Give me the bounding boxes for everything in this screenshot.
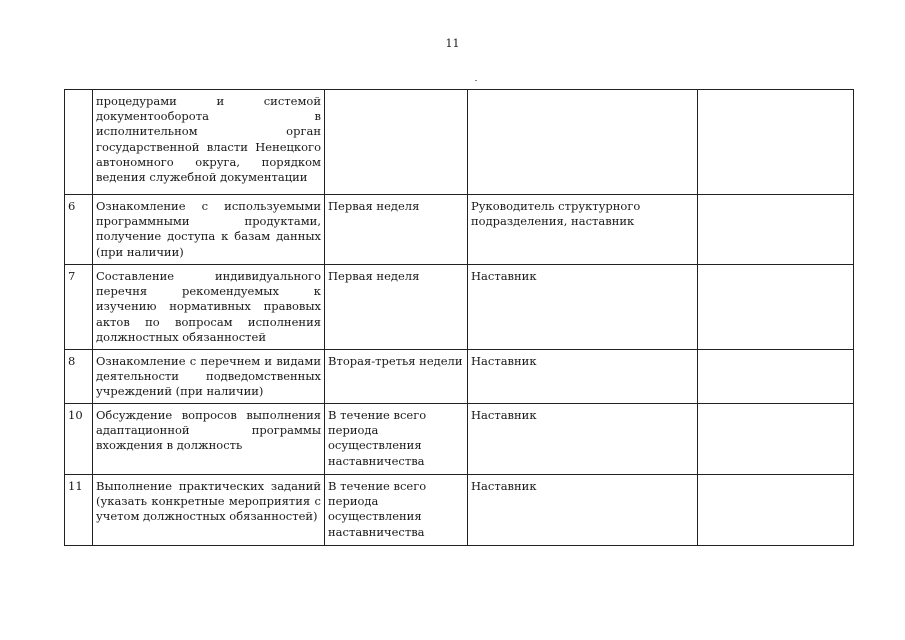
activity-responsible: Наставник xyxy=(468,404,698,475)
page-number: 11 xyxy=(445,37,460,50)
table-row xyxy=(65,404,854,475)
activity-responsible: Руководитель структурного подразделения, наставник xyxy=(468,195,698,265)
activity-description: Составление индивидуального перечня рекомендуемых к изучению нормативных правовых актов по вопросам исполнения должностных обязанностей xyxy=(93,265,325,350)
activity-description: процедурами и системой документооборота в исполнительном орган государственной власти Ненецкого автономного округа, порядком ведения служебной документации xyxy=(93,90,325,195)
activity-period: В течение всего периода осуществления наставничества xyxy=(325,404,468,475)
table-row xyxy=(65,265,854,350)
activity-responsible: Наставник xyxy=(468,475,698,546)
row-number: 10 xyxy=(65,404,93,475)
table-row xyxy=(65,350,854,404)
activity-period: Первая неделя xyxy=(325,195,468,265)
activity-responsible: Наставник xyxy=(468,350,698,404)
activity-responsible xyxy=(468,90,698,195)
activity-responsible: Наставник xyxy=(468,265,698,350)
activity-period xyxy=(325,90,468,195)
adaptation-plan-table xyxy=(64,89,854,546)
activity-description: Обсуждение вопросов выполнения адаптационной программы вхождения в должность xyxy=(93,404,325,475)
activity-period: Первая неделя xyxy=(325,265,468,350)
row-number xyxy=(65,90,93,195)
activity-description: Ознакомление с перечнем и видами деятельности подведомственных учреждений (при наличии) xyxy=(93,350,325,404)
activity-description: Выполнение практических заданий (указать конкретные мероприятия с учетом должностных обязанностей) xyxy=(93,475,325,546)
activity-note xyxy=(698,350,854,404)
row-number: 6 xyxy=(65,195,93,265)
row-number: 11 xyxy=(65,475,93,546)
activity-note xyxy=(698,265,854,350)
activity-period: Вторая-третья недели xyxy=(325,350,468,404)
table-row xyxy=(65,195,854,265)
activity-period: В течение всего периода осуществления наставничества xyxy=(325,475,468,546)
activity-note xyxy=(698,475,854,546)
activity-note xyxy=(698,404,854,475)
row-number: 8 xyxy=(65,350,93,404)
activity-note xyxy=(698,90,854,195)
scan-speck xyxy=(475,80,477,81)
table-row xyxy=(65,475,854,546)
table-row xyxy=(65,90,854,195)
activity-note xyxy=(698,195,854,265)
row-number: 7 xyxy=(65,265,93,350)
activity-description: Ознакомление с используемыми программными продуктами, получение доступа к базам данных (при наличии) xyxy=(93,195,325,265)
